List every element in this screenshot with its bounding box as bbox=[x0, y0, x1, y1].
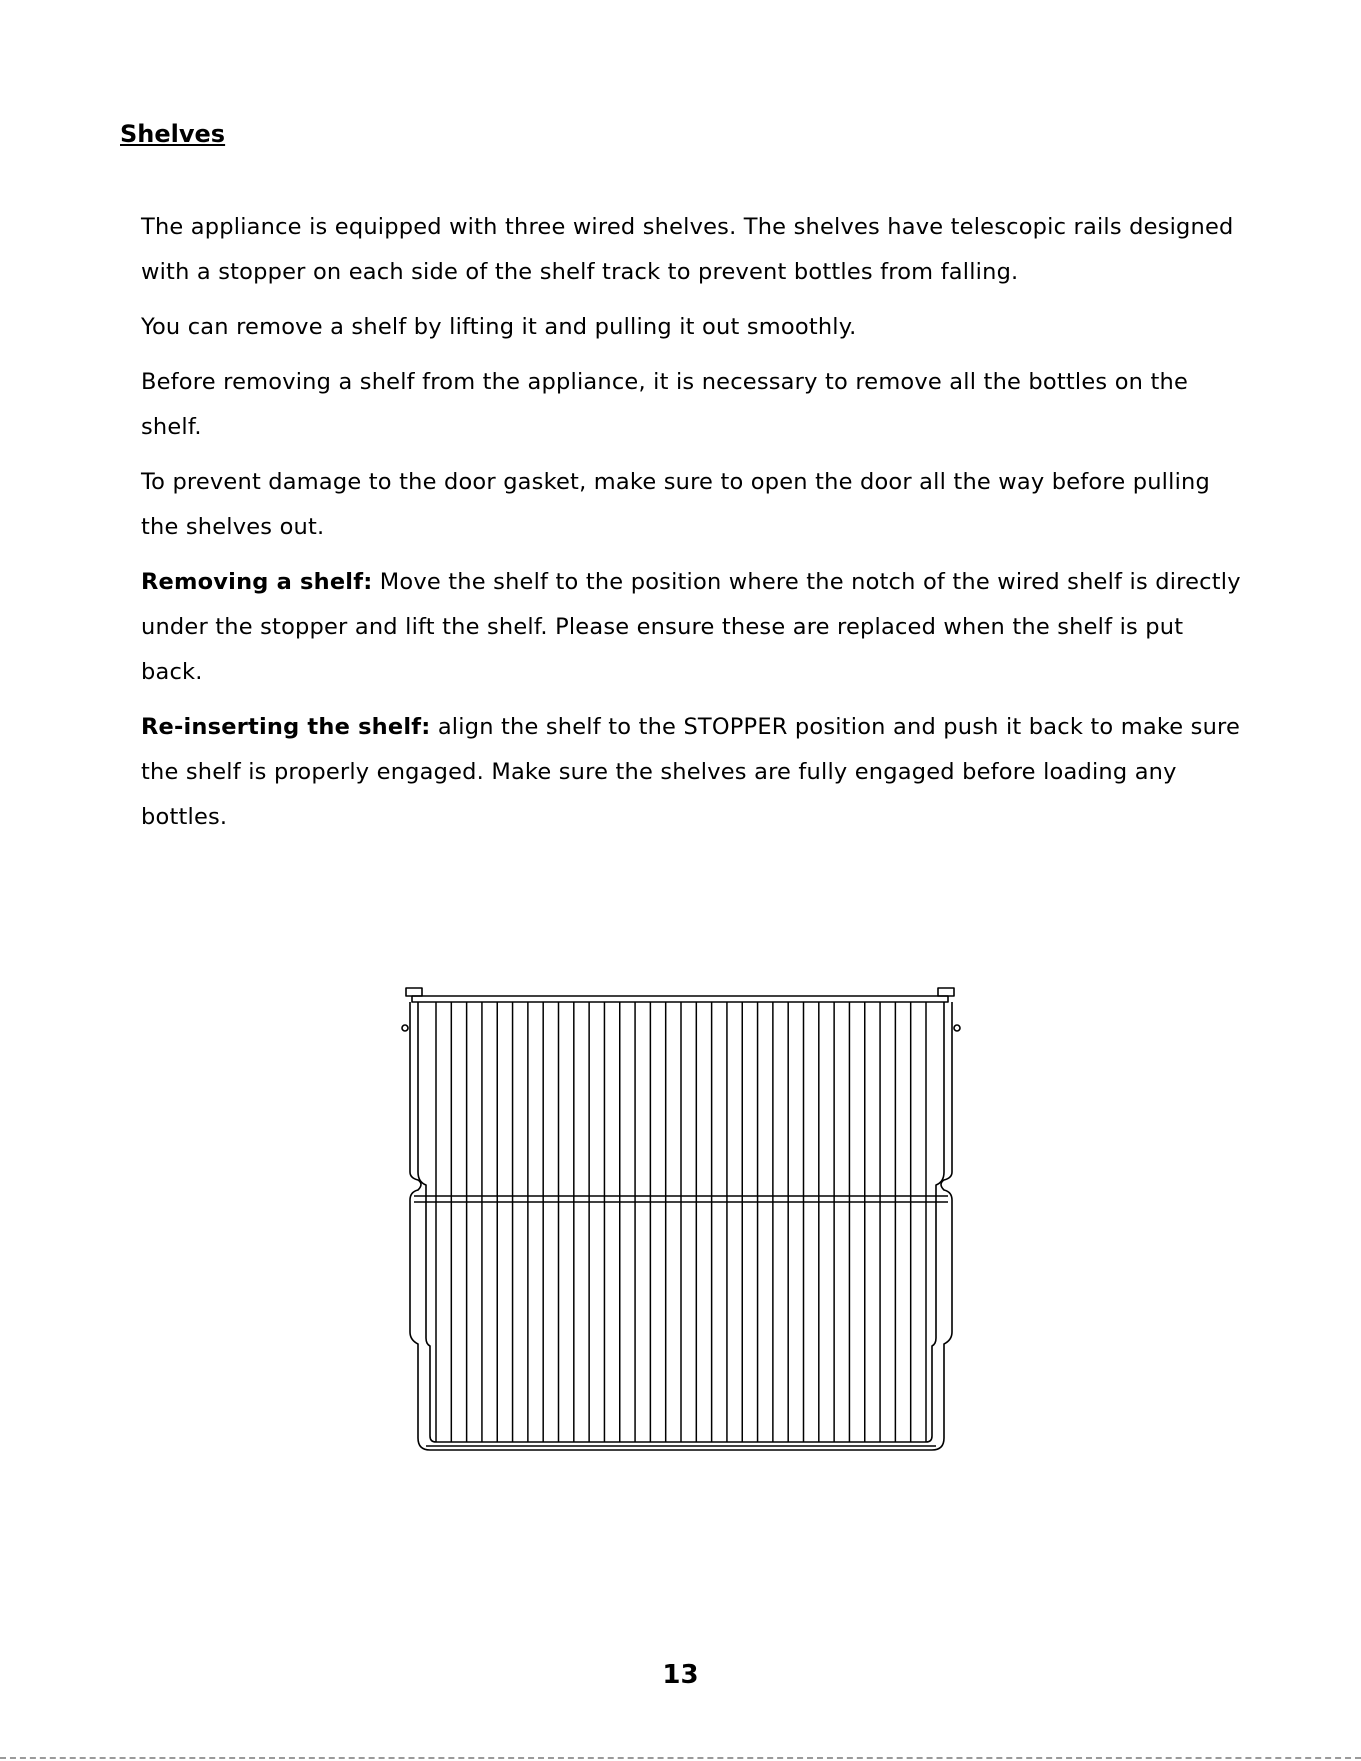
page-number: 13 bbox=[662, 1660, 699, 1690]
page-bottom-rule bbox=[0, 1757, 1361, 1759]
paragraph-door-gasket: To prevent damage to the door gasket, make sure to open the door all the way before pulling the shelves out. bbox=[141, 469, 1210, 540]
shelf-top-bar bbox=[412, 996, 948, 1002]
shelf-right-pin bbox=[954, 1025, 960, 1031]
shelf-wires bbox=[436, 1002, 926, 1442]
shelf-right-hook bbox=[938, 988, 954, 996]
paragraph-removing-shelf bbox=[141, 560, 1241, 695]
body-text bbox=[141, 205, 1241, 850]
reinserting-shelf-text: align the shelf to the STOPPER position and push it back to make sure the shelf is properly engaged. Make sure the shelves are fully engaged before loading any bottles. bbox=[141, 714, 1241, 830]
section-heading: Shelves bbox=[120, 120, 226, 148]
paragraph-shelves-intro: The appliance is equipped with three wired shelves. The shelves have telescopic rails designed with a stopper on each side of the shelf track to prevent bottles from falling. bbox=[141, 214, 1234, 285]
paragraph-remove-shelf: You can remove a shelf by lifting it and pulling it out smoothly. bbox=[141, 314, 857, 340]
reinserting-shelf-label: Re-inserting the shelf: bbox=[141, 714, 431, 740]
removing-shelf-label: Removing a shelf: bbox=[141, 569, 373, 595]
paragraph-remove-bottles: Before removing a shelf from the appliance, it is necessary to remove all the bottles on the shelf. bbox=[141, 369, 1188, 440]
removing-shelf-text: Move the shelf to the position where the notch of the wired shelf is directly under the stopper and lift the shelf. Please ensure these are replaced when the shelf is put back. bbox=[141, 569, 1241, 685]
wire-shelf-illustration bbox=[400, 980, 970, 1456]
paragraph-reinserting-shelf bbox=[141, 705, 1241, 840]
shelf-left-hook bbox=[406, 988, 422, 996]
shelf-left-pin bbox=[402, 1025, 408, 1031]
